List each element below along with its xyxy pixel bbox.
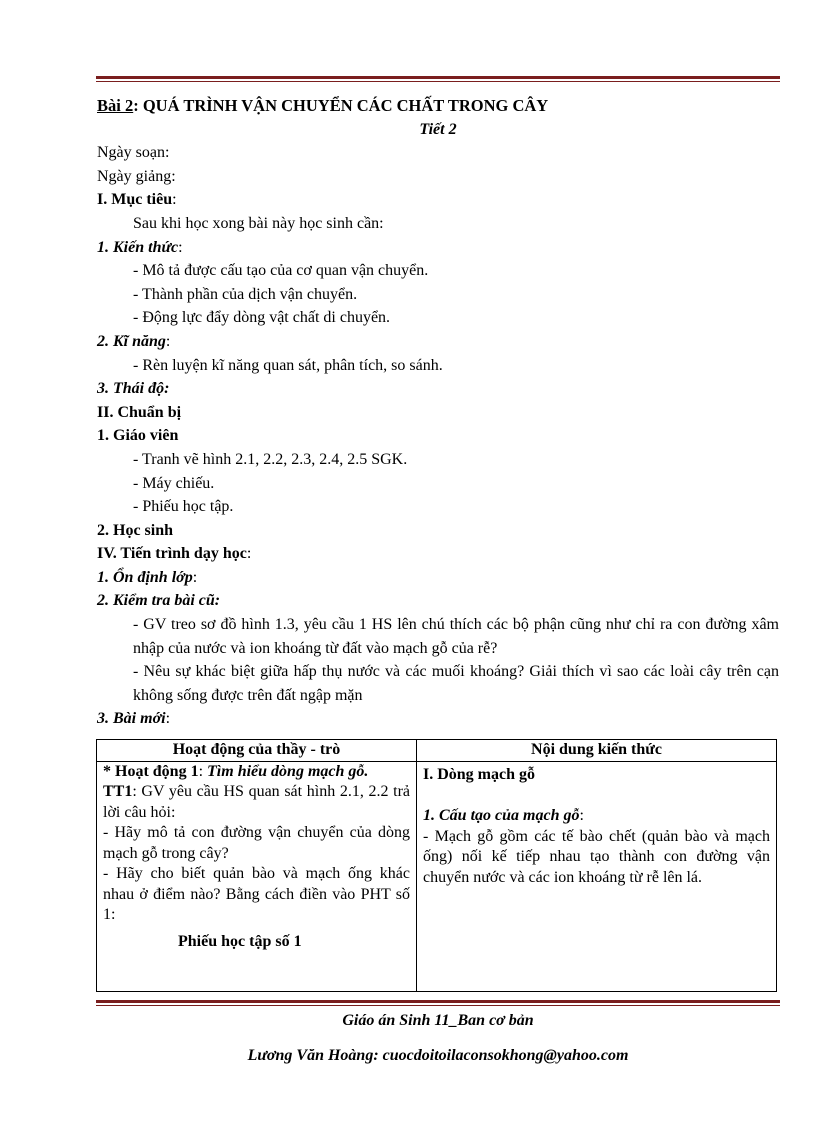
teacher-item: - Máy chiếu.: [133, 474, 215, 492]
stabilize-heading: 1. Ổn định lớp: [97, 568, 193, 586]
table-header-activity: Hoạt động của thầy - trò: [97, 740, 417, 762]
skills-item: - Rèn luyện kĩ năng quan sát, phân tích, so sánh.: [133, 356, 443, 374]
stabilize-heading-line: 1. Ổn định lớp:: [97, 568, 198, 586]
period-label: Tiết 2: [419, 120, 457, 138]
content-sub-heading-line: 1. Cấu tạo của mạch gỗ:: [423, 807, 584, 824]
check-item-text: - GV treo sơ đồ hình 1.3, yêu cầu 1 HS lên chú thích các bộ phận cũng như chỉ ra con đường xâm nhập của nước và ion khoáng từ đất vào mạch gỗ của rễ?: [133, 616, 779, 657]
check-item-2: [97, 660, 779, 707]
knowledge-item: - Mô tả được cấu tạo của cơ quan vận chuyển.: [133, 262, 429, 280]
footer-course: Giáo án Sinh 11_Ban cơ bản: [342, 1012, 534, 1029]
check-heading: 2. Kiểm tra bài cũ:: [97, 592, 221, 610]
worksheet-title: Phiếu học tập số 1: [178, 932, 302, 950]
objectives-heading: I. Mục tiêu: [97, 191, 173, 209]
header-rule: [96, 76, 780, 82]
knowledge-heading: 1. Kiến thức: [97, 238, 179, 256]
activity-cell: [97, 761, 417, 991]
prep-heading: II. Chuẩn bị: [97, 403, 182, 421]
lesson-label: Bài 2: [97, 96, 134, 115]
prep-date: Ngày soạn:: [97, 144, 170, 162]
lesson-title: : QUÁ TRÌNH VẬN CHUYỂN CÁC CHẤT TRONG CÂY: [133, 96, 549, 115]
teacher-item: - Phiếu học tập.: [133, 498, 234, 516]
table-header-row: [97, 740, 777, 762]
new-lesson-heading-line: 3. Bài mới:: [97, 710, 171, 728]
activity-title: Tìm hiểu dòng mạch gỗ.: [207, 762, 369, 780]
teacher-item: - Tranh vẽ hình 2.1, 2.2, 2.3, 2.4, 2.5 SGK.: [133, 450, 408, 468]
knowledge-item: - Thành phần của dịch vận chuyển.: [133, 285, 358, 303]
question-item: - Hãy cho biết quản bào và mạch ống khác nhau ở điểm nào? Bằng cách điền vào PHT số 1:: [103, 865, 410, 923]
lesson-title-line: [97, 94, 779, 118]
teacher-heading: 1. Giáo viên: [97, 427, 179, 445]
lesson-table: [96, 739, 777, 992]
footer-rule: [96, 1000, 780, 1006]
objectives-intro: Sau khi học xong bài này học sinh cần:: [133, 214, 384, 232]
knowledge-item: - Động lực đẩy dòng vật chất di chuyển.: [133, 309, 391, 327]
skills-heading: 2. Kĩ năng: [97, 332, 166, 350]
tt1-text: : GV yêu cầu HS quan sát hình 2.1, 2.2 trả lời câu hỏi:: [103, 783, 410, 821]
content-sub-heading: 1. Cấu tạo của mạch gỗ: [423, 807, 580, 824]
check-item-text: - Nêu sự khác biệt giữa hấp thụ nước và các muối khoáng? Giải thích vì sao các loài cây trên cạn không sống được trên đất ngập mặn: [133, 663, 779, 704]
footer-author: Lương Văn Hoàng: cuocdoitoilaconsokhong@yahoo.com: [247, 1047, 629, 1064]
table-header-content: Nội dung kiến thức: [417, 740, 777, 762]
student-heading: 2. Học sinh: [97, 521, 174, 539]
document-body: [97, 94, 779, 731]
tt1-label: TT1: [103, 783, 133, 800]
content-cell: [417, 761, 777, 991]
tt1-instruction: [103, 782, 410, 823]
content-section-title: I. Dòng mạch gỗ: [423, 765, 536, 783]
activity-heading: * Hoạt động 1: Tìm hiểu dòng mạch gỗ.: [103, 762, 369, 780]
check-item-1: [97, 613, 779, 660]
process-heading: IV. Tiến trình dạy học: [97, 545, 247, 563]
table-row: [97, 761, 777, 991]
question-item: - Hãy mô tả con đường vận chuyển của dòng mạch gỗ trong cây?: [103, 824, 410, 862]
content-text: - Mạch gỗ gồm các tế bào chết (quản bào và mạch ống) nối kế tiếp nhau tạo thành con đường vận chuyển nước và các ion khoáng từ rễ lên lá.: [423, 827, 770, 886]
process-heading-line: IV. Tiến trình dạy học:: [97, 545, 252, 563]
objectives-heading-line: I. Mục tiêu:: [97, 191, 177, 209]
skills-heading-line: 2. Kĩ năng:: [97, 332, 171, 350]
teach-date: Ngày giảng:: [97, 167, 176, 185]
activity-label: * Hoạt động 1: [103, 762, 199, 780]
attitude-heading: 3. Thái độ:: [97, 380, 170, 398]
new-lesson-heading: 3. Bài mới: [97, 710, 166, 728]
knowledge-heading-line: 1. Kiến thức:: [97, 238, 183, 256]
